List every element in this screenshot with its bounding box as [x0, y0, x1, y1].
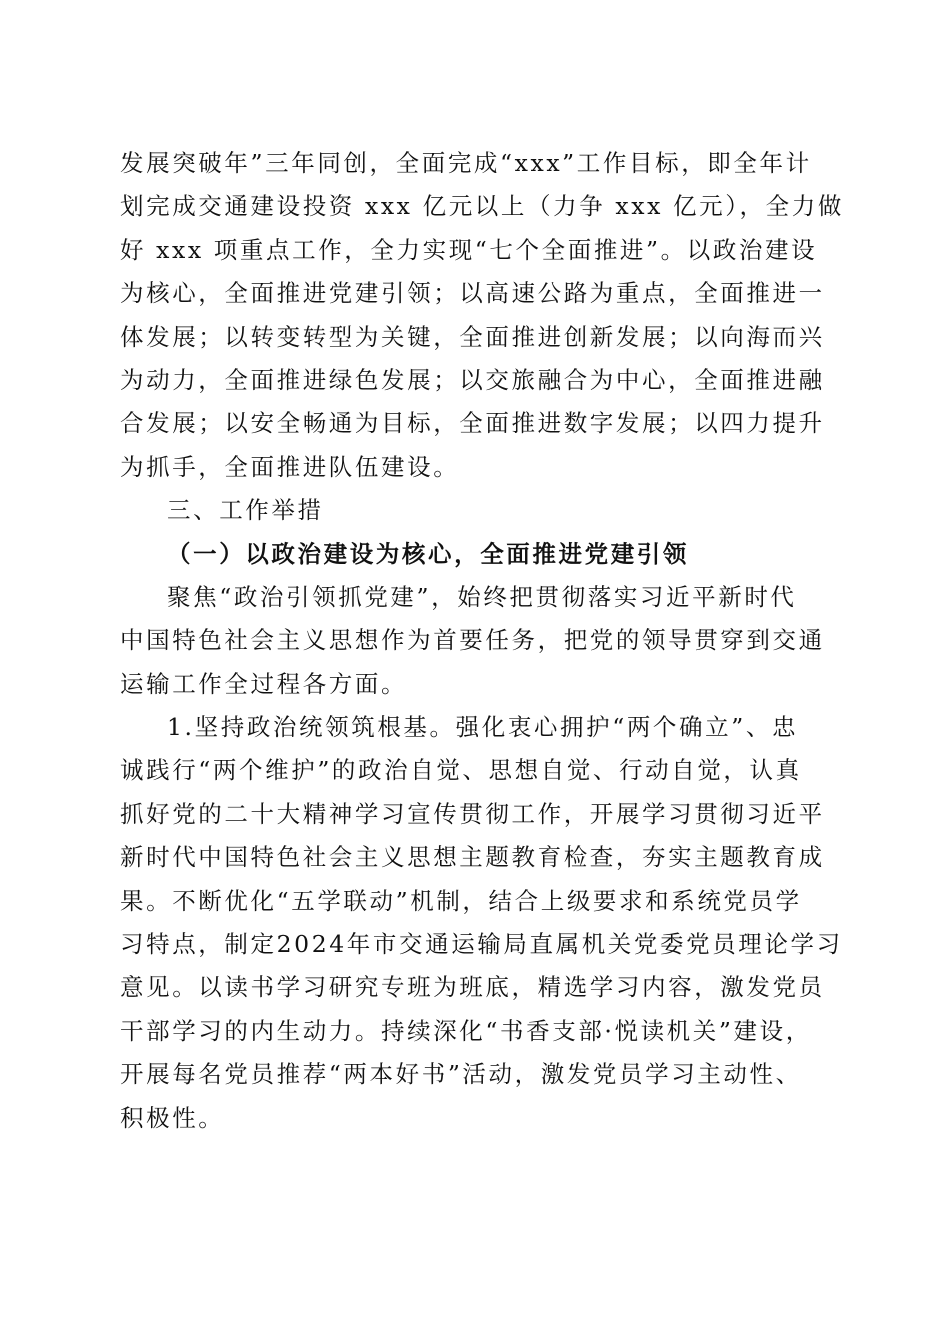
- paragraph-focus: [120, 576, 832, 706]
- text-line: 意见。以读书学习研究专班为班底，精选学习内容，激发党员: [120, 973, 825, 1002]
- subsection-heading: （一）以政治建设为核心，全面推进党建引领: [167, 539, 689, 568]
- paragraph-item-1: [120, 706, 843, 1140]
- text-line: 中国特色社会主义思想作为首要任务，把党的领导贯穿到交通: [120, 626, 825, 655]
- text-line: 为抓手，全面推进队伍建设。: [120, 452, 460, 481]
- text-line: 新时代中国特色社会主义思想主题教育检查，夯实主题教育成: [120, 843, 825, 872]
- text-line: 习特点，制定2024年市交通运输局直属机关党委党员理论学习: [120, 930, 843, 959]
- text-line: 干部学习的内生动力。持续深化“书香支部·悦读机关”建设，: [120, 1016, 812, 1045]
- text-line: 好 xxx 项重点工作，全力实现“七个全面推进”。以政治建设: [120, 235, 818, 264]
- section-heading: 三、工作举措: [167, 496, 324, 525]
- text-line: 为动力，全面推进绿色发展；以交旅融合为中心，全面推进融: [120, 365, 825, 394]
- text-line: 聚焦“政治引领抓党建”，始终把贯彻落实习近平新时代: [167, 582, 797, 611]
- paragraph-goals: [120, 142, 844, 489]
- text-line: 抓好党的二十大精神学习宣传贯彻工作，开展学习贯彻习近平: [120, 799, 825, 828]
- text-line: 体发展；以转变转型为关键，全面推进创新发展；以向海而兴: [120, 322, 825, 351]
- text-line: 1.坚持政治统领筑根基。强化衷心拥护“两个确立”、忠: [167, 713, 799, 742]
- text-line: 为核心，全面推进党建引领；以高速公路为重点，全面推进一: [120, 279, 825, 308]
- text-line: 合发展；以安全畅通为目标，全面推进数字发展；以四力提升: [120, 409, 825, 438]
- document-page: [120, 142, 844, 1140]
- text-line: 划完成交通建设投资 xxx 亿元以上（力争 xxx 亿元），全力做: [120, 192, 844, 221]
- text-line: 积极性。: [120, 1103, 225, 1132]
- text-line: 运输工作全过程各方面。: [120, 669, 408, 698]
- text-line: 果。不断优化“五学联动”机制，结合上级要求和系统党员学: [120, 886, 802, 915]
- text-line: 开展每名党员推荐“两本好书”活动，激发党员学习主动性、: [120, 1060, 802, 1089]
- text-line: 诚践行“两个维护”的政治自觉、思想自觉、行动自觉，认真: [120, 756, 802, 785]
- text-line: 发展突破年”三年同创，全面完成“xxx”工作目标，即全年计: [120, 149, 812, 177]
